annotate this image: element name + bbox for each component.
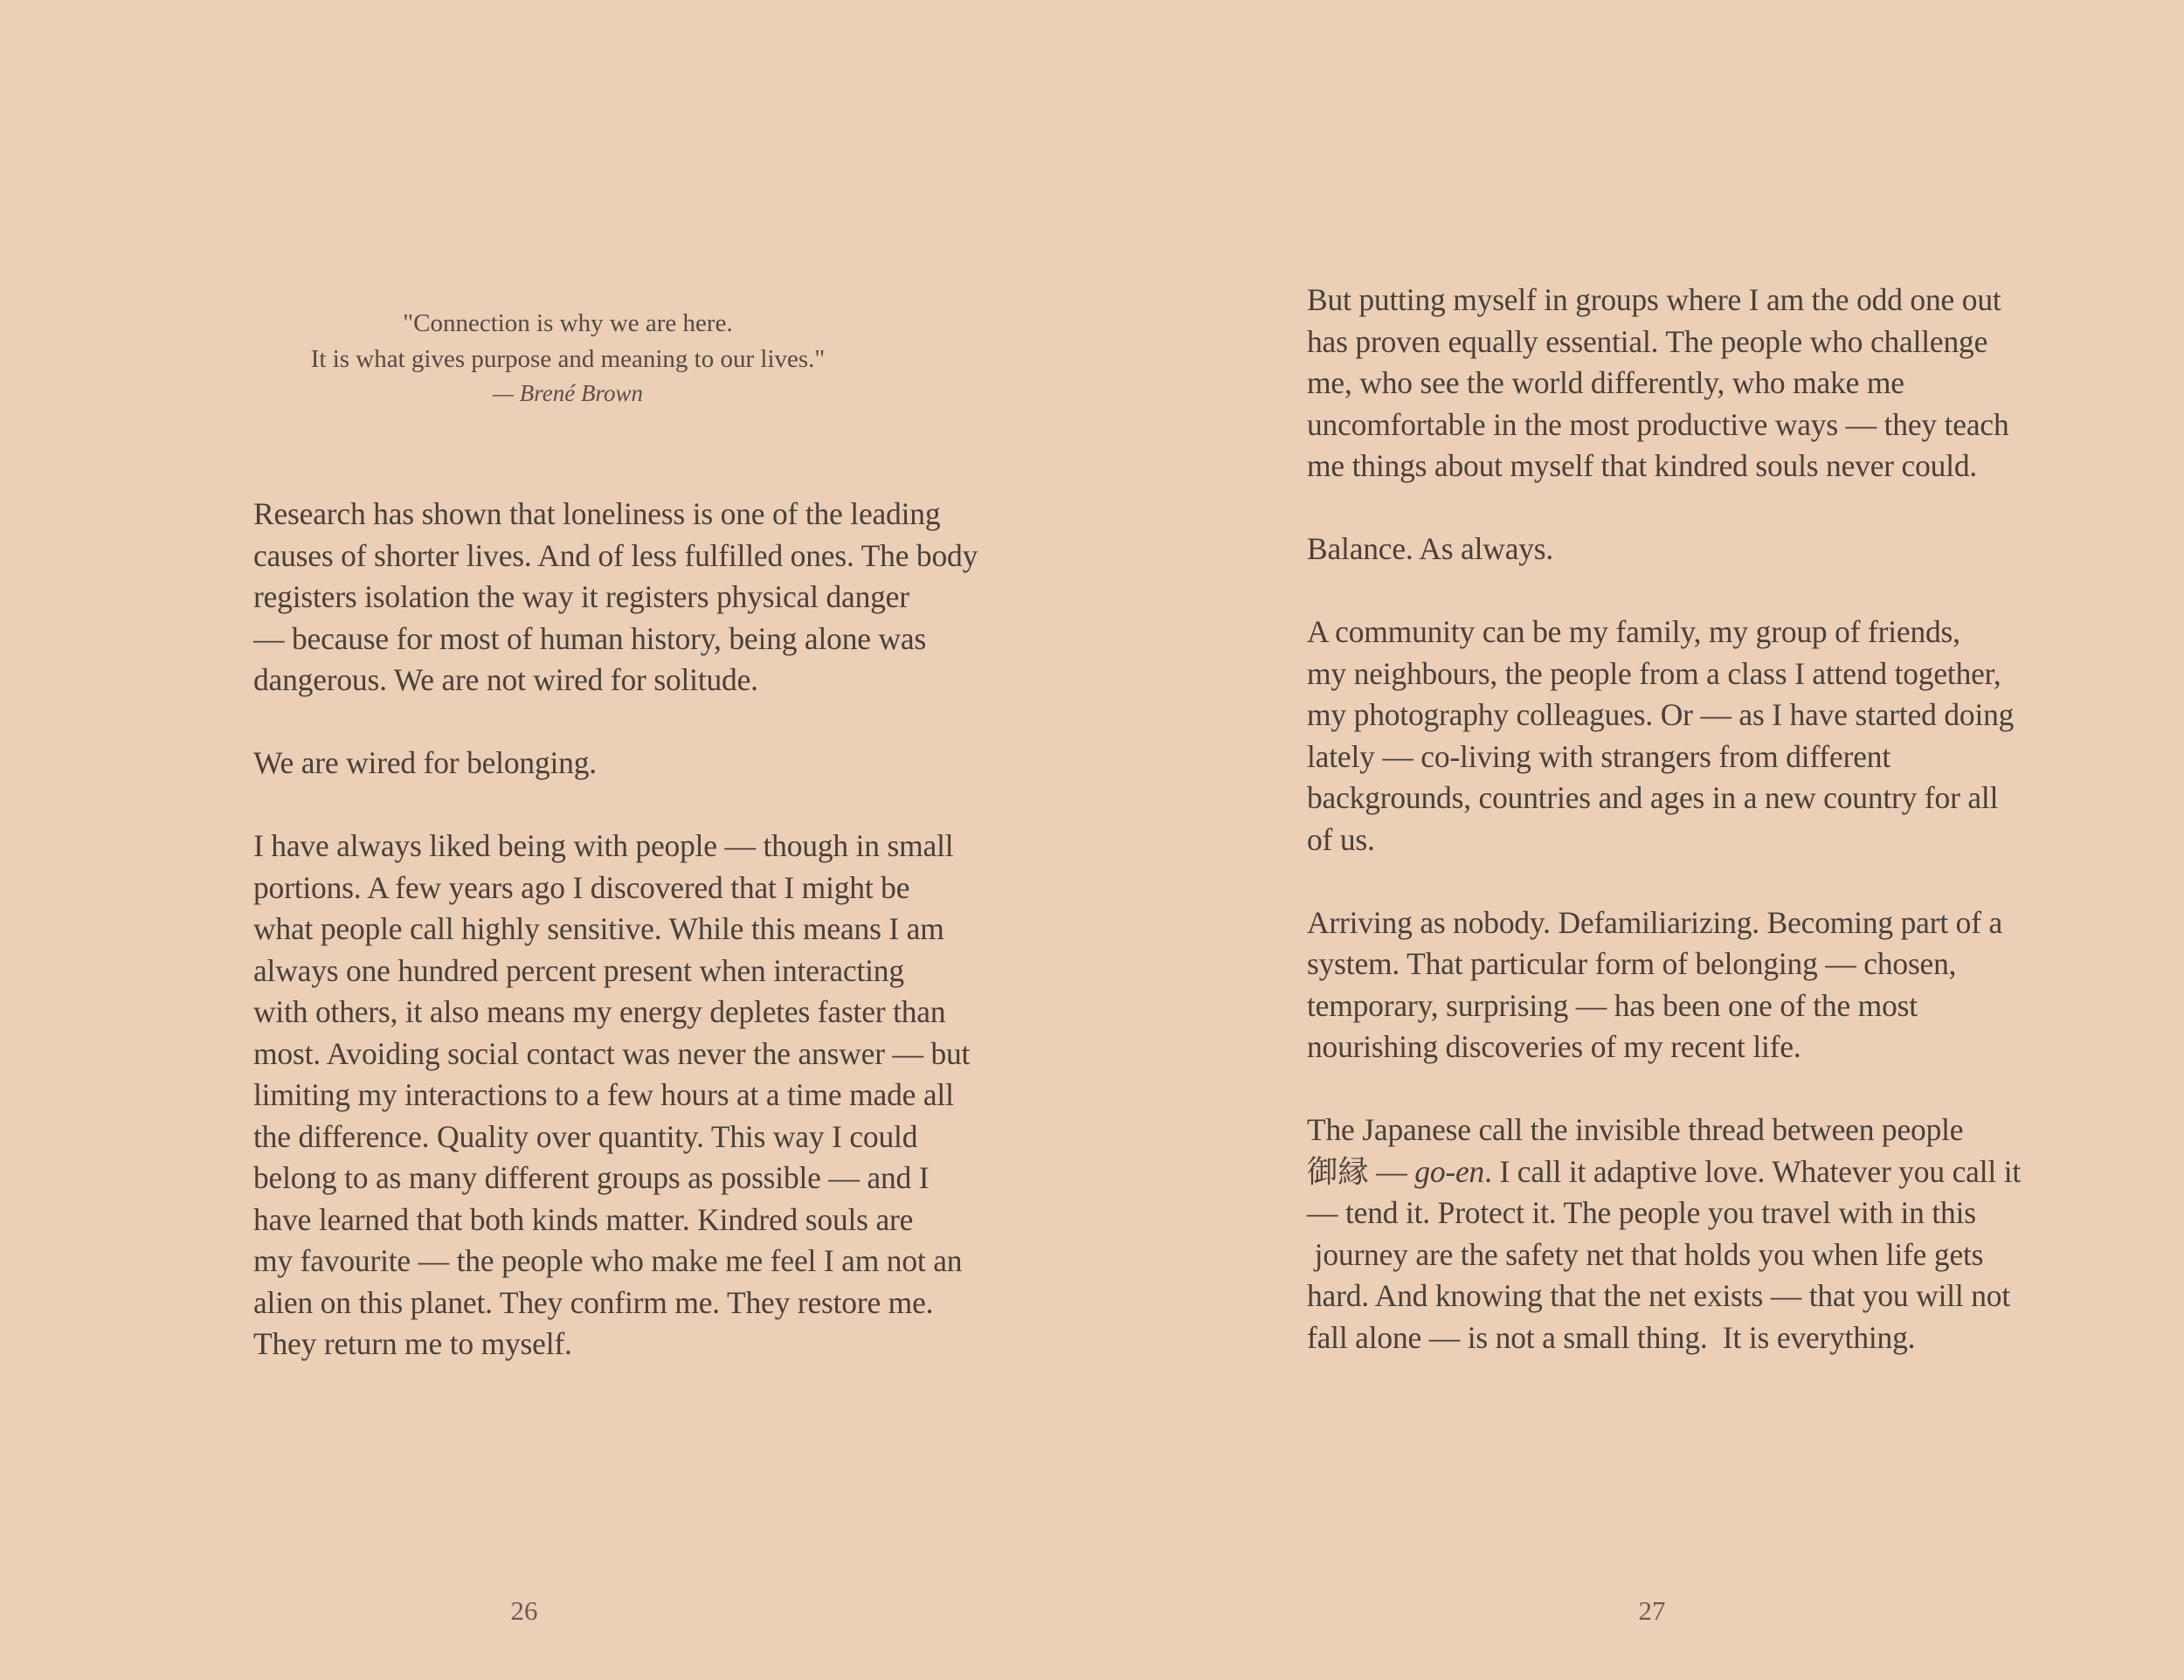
text-line: journey are the safety net that holds you when life gets — [1307, 1236, 1984, 1272]
text-line: uncomfortable in the most productive ways — they teach — [1307, 406, 2009, 442]
text-line: causes of shorter lives. And of less fulfilled ones. The body — [253, 537, 978, 573]
text-line: portions. A few years ago I discovered that I might be — [253, 869, 910, 905]
text-line: me things about myself that kindred souls never could. — [1307, 448, 1978, 483]
text-line: always one hundred percent present when interacting — [253, 952, 904, 988]
text-line: The Japanese call the invisible thread between people — [1307, 1112, 1964, 1147]
paragraph — [1307, 902, 2076, 1068]
text-line: They return me to myself. — [253, 1326, 572, 1361]
text-line: But putting myself in groups where I am the odd one out — [1307, 282, 2001, 317]
text-line: hard. And knowing that the net exists — that you will not — [1307, 1278, 2011, 1313]
paragraph — [1307, 612, 2076, 861]
epigraph-line: It is what gives purpose and meaning to our lives." — [310, 345, 826, 373]
text-line: system. That particular form of belonging — chosen, — [1307, 946, 1957, 981]
text-line: dangerous. We are not wired for solitude. — [253, 662, 758, 697]
paragraph — [253, 494, 1022, 702]
text-line: We are wired for belonging. — [253, 745, 597, 780]
text-line: Arriving as nobody. Defamiliarizing. Becoming part of a — [1307, 904, 2003, 940]
paragraph — [253, 826, 1022, 1365]
italic-go-en: go-en — [1414, 1153, 1485, 1189]
right-page — [1092, 0, 2184, 1680]
text-line: have learned that both kinds matter. Kindred souls are — [253, 1201, 914, 1237]
epigraph-line: "Connection is why we are here. — [403, 309, 733, 337]
text-line: with others, it also means my energy depletes faster than — [253, 994, 946, 1029]
epigraph-attribution: — Brené Brown — [493, 380, 643, 406]
text-fragment: . I call it adaptive love. Whatever you call it — [1484, 1153, 2022, 1189]
text-line: lately — co-living with strangers from different — [1307, 738, 1891, 774]
text-line: — because for most of human history, being alone was — [253, 620, 927, 656]
left-body-text — [253, 494, 1022, 1365]
text-line: registers isolation the way it registers physical danger — [253, 579, 909, 614]
text-line: Balance. As always. — [1307, 531, 1554, 566]
paragraph — [1307, 280, 2076, 487]
text-line: alien on this planet. They confirm me. They restore me. — [253, 1284, 934, 1320]
text-line: A community can be my family, my group of friends, — [1307, 614, 1960, 649]
text-line-go-en — [1307, 1151, 2076, 1193]
text-line: limiting my interactions to a few hours at a time made all — [253, 1077, 954, 1112]
text-line: me, who see the world differently, who make me — [1307, 365, 1904, 400]
paragraph — [253, 743, 1022, 785]
page-number: 27 — [1638, 1595, 1666, 1626]
text-line: has proven equally essential. The people who challenge — [1307, 323, 1988, 359]
kanji-go-en: 御縁 — — [1307, 1153, 1415, 1189]
text-line: Research has shown that loneliness is one of the leading — [253, 496, 941, 531]
text-line: my neighbours, the people from a class I attend together, — [1307, 655, 2001, 691]
right-body-text — [1307, 280, 2076, 1359]
text-line: my photography colleagues. Or — as I have started doing — [1307, 697, 2015, 732]
text-line: belong to as many different groups as possible — and I — [253, 1160, 930, 1195]
text-line: the difference. Quality over quantity. This way I could — [253, 1118, 918, 1154]
text-line: of us. — [1307, 821, 1375, 857]
page-number: 26 — [510, 1595, 538, 1626]
text-line: fall alone — is not a small thing. It is everything. — [1307, 1319, 1916, 1355]
text-line: what people call highly sensitive. While this means I am — [253, 911, 944, 946]
text-line: my favourite — the people who make me feel I am not an — [253, 1243, 963, 1278]
text-line: backgrounds, countries and ages in a new country for all — [1307, 780, 1999, 815]
text-line: — tend it. Protect it. The people you travel with in this — [1307, 1195, 1976, 1230]
paragraph — [1307, 529, 2076, 570]
epigraph — [253, 306, 882, 409]
text-line: most. Avoiding social contact was never the answer — but — [253, 1035, 971, 1071]
text-line: temporary, surprising — has been one of the most — [1307, 987, 1918, 1023]
text-line: nourishing discoveries of my recent life. — [1307, 1029, 1801, 1064]
paragraph-go-en — [1307, 1110, 2076, 1359]
text-line: I have always liked being with people — though in small — [253, 828, 954, 863]
